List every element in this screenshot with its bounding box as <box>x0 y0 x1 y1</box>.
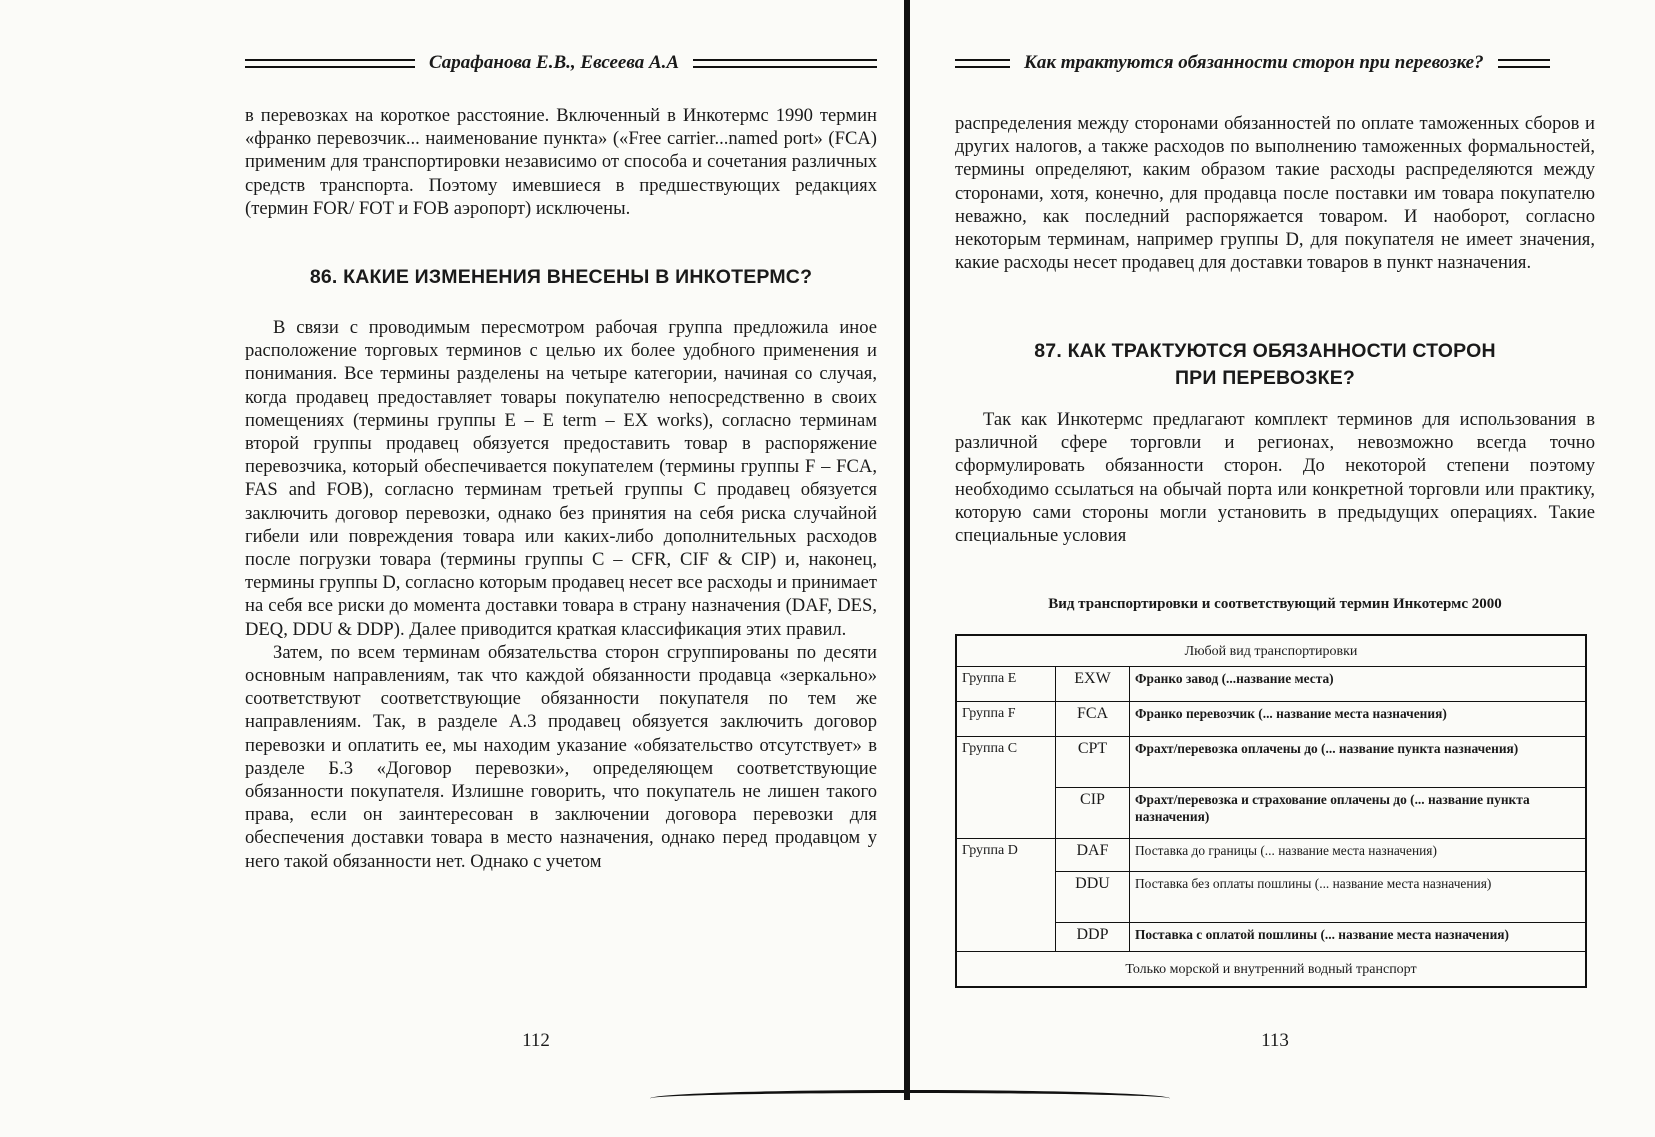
table-row <box>956 839 1586 872</box>
table-row <box>956 702 1586 737</box>
table-header: Любой вид транспортировки <box>956 635 1586 667</box>
right-intro-paragraph <box>955 112 1595 274</box>
term-code: CPT <box>1056 737 1130 788</box>
term-description: Франко перевозчик (... название места назначения) <box>1130 702 1587 737</box>
paragraph: Затем, по всем терминам обязательства сторон сгруппированы по десяти основным направлениям, так что каждой обязанности продавца «зеркально» соответствуют соответствующие обязанности покупателя по тем же направлениям. Так, в разделе А.3 продавец обязуется заключить договор перевозки и оплатить ее, мы находим указание «обязательство отсутствует» в разделе Б.3 «Договор перевозки», определяющем соответствующие обязанности покупателя. Излишне говорить, что покупатель не лишен такого права, если он заинтересован в заключении договора перевозки для обеспечения доставки товара в место назначения, однако перед продавцом у него такой обязанности нет. Однако с учетом <box>245 641 877 872</box>
term-code: CIP <box>1056 788 1130 839</box>
left-page <box>245 0 877 1137</box>
left-running-head <box>245 52 877 74</box>
head-rule <box>1498 59 1550 68</box>
heading-line: ПРИ ПЕРЕВОЗКЕ? <box>1174 367 1356 389</box>
table-row <box>956 737 1586 788</box>
term-code: EXW <box>1056 667 1130 702</box>
term-description: Фрахт/перевозка и страхование оплачены до (... название пункта назначения) <box>1130 788 1587 839</box>
incoterms-table <box>955 634 1587 988</box>
paragraph: Так как Инкотермс предлагают комплект терминов для использования в различной сфере торговли и регионах, невозможно всегда точно сформулировать обязанности сторон. До некоторой степени поэтому необходимо ссылаться на обычай порта или конкретной торговли или практику, которую сами стороны могли установить в предыдущих операциях. Такие специальные условия <box>955 409 1595 547</box>
group-cell: Группа Е <box>956 667 1056 702</box>
section-heading-86: 86. КАКИЕ ИЗМЕНЕНИЯ ВНЕСЕНЫ В ИНКОТЕРМС? <box>309 266 813 288</box>
left-running-head-text: Сарафанова Е.В., Евсеева А.А <box>429 52 680 73</box>
head-rule <box>693 59 877 68</box>
table-row <box>956 667 1586 702</box>
right-running-head <box>955 52 1595 74</box>
head-rule <box>245 59 415 68</box>
term-description: Франко завод (...название места) <box>1130 667 1587 702</box>
paragraph: в перевозках на короткое расстояние. Включенный в Инкотермс 1990 термин «франко перевозчик... наименование пункта» («Free carrier...named port» (FCA) применим для транспортировки независимо от способа и сочетания различных средств транспорта. Поэтому имевшиеся в предшествующих редакциях (термин FOR/ FOT и FOB аэропорт) исключены. <box>245 105 877 219</box>
section-heading-87 <box>935 338 1595 392</box>
right-page-number: 113 <box>1261 1030 1289 1051</box>
table-caption: Вид транспортировки и соответствующий термин Инкотермс 2000 <box>1048 596 1502 612</box>
term-description: Фрахт/перевозка оплачены до (... название пункта назначения) <box>1130 737 1587 788</box>
group-cell: Группа D <box>956 839 1056 952</box>
paragraph: В связи с проводимым пересмотром рабочая группа предложила иное расположение торговых терминов с целью их более удобного применения и понимания. Все термины разделены на четыре категории, начиная со случая, когда продавец предоставляет товары покупателю непосредственно в своих помещениях (термины группы Е – E term – EX works), согласно терминам второй группы продавец обязуется предоставить товар в распоряжение перевозчика, который обеспечивается покупателем (термины группы F – FCA, FAS and FOB), согласно терминам третьей группы С продавец обязуется заключить договор перевозки, однако без принятия на себя риска случайной гибели или повреждения товара или каких-либо дополнительных расходов после погрузки товара (термины группы С – CFR, CIF & CIP) и, наконец, термины группы D, согласно которым продавец несет все расходы и принимает на себя все риски до момента доставки товара в страну назначения (DAF, DES, DEQ, DDU & DDP). Далее приводится краткая классификация этих правил. <box>245 317 877 640</box>
term-description: Поставка без оплаты пошлины (... название места назначения) <box>1130 872 1587 923</box>
heading-line: 87. КАК ТРАКТУЮТСЯ ОБЯЗАННОСТИ СТОРОН <box>1034 340 1496 362</box>
term-code: DDP <box>1056 923 1130 952</box>
paragraph: распределения между сторонами обязанностей по оплате таможенных сборов и других налогов, а также расходов по выполнению таможенных формальностей, термины определяют, каким образом такие расходы распределяются между сторонами, хотя, конечно, для продавца после поставки им товара покупателю неважно, как последний распоряжается товаром. И наоборот, согласно некоторым терминам, например группы D, для покупателя не имеет значения, какие расходы несет продавец для доставки товаров в пункт назначения. <box>955 113 1595 274</box>
term-code: DAF <box>1056 839 1130 872</box>
group-cell: Группа F <box>956 702 1056 737</box>
table-footer: Только морской и внутренний водный транспорт <box>956 952 1586 988</box>
right-body <box>955 408 1595 547</box>
left-page-number: 112 <box>522 1030 550 1051</box>
group-cell: Группа С <box>956 737 1056 839</box>
left-body <box>245 316 877 873</box>
right-running-head-text: Как трактуются обязанности сторон при перевозке? <box>1024 52 1484 73</box>
book-gutter <box>904 0 910 1100</box>
term-code: FCA <box>1056 702 1130 737</box>
term-description: Поставка до границы (... название места назначения) <box>1130 839 1587 872</box>
left-intro-paragraph <box>245 104 877 220</box>
term-code: DDU <box>1056 872 1130 923</box>
head-rule <box>955 59 1010 68</box>
right-page <box>955 0 1595 1137</box>
term-description: Поставка с оплатой пошлины (... название места назначения) <box>1130 923 1587 952</box>
